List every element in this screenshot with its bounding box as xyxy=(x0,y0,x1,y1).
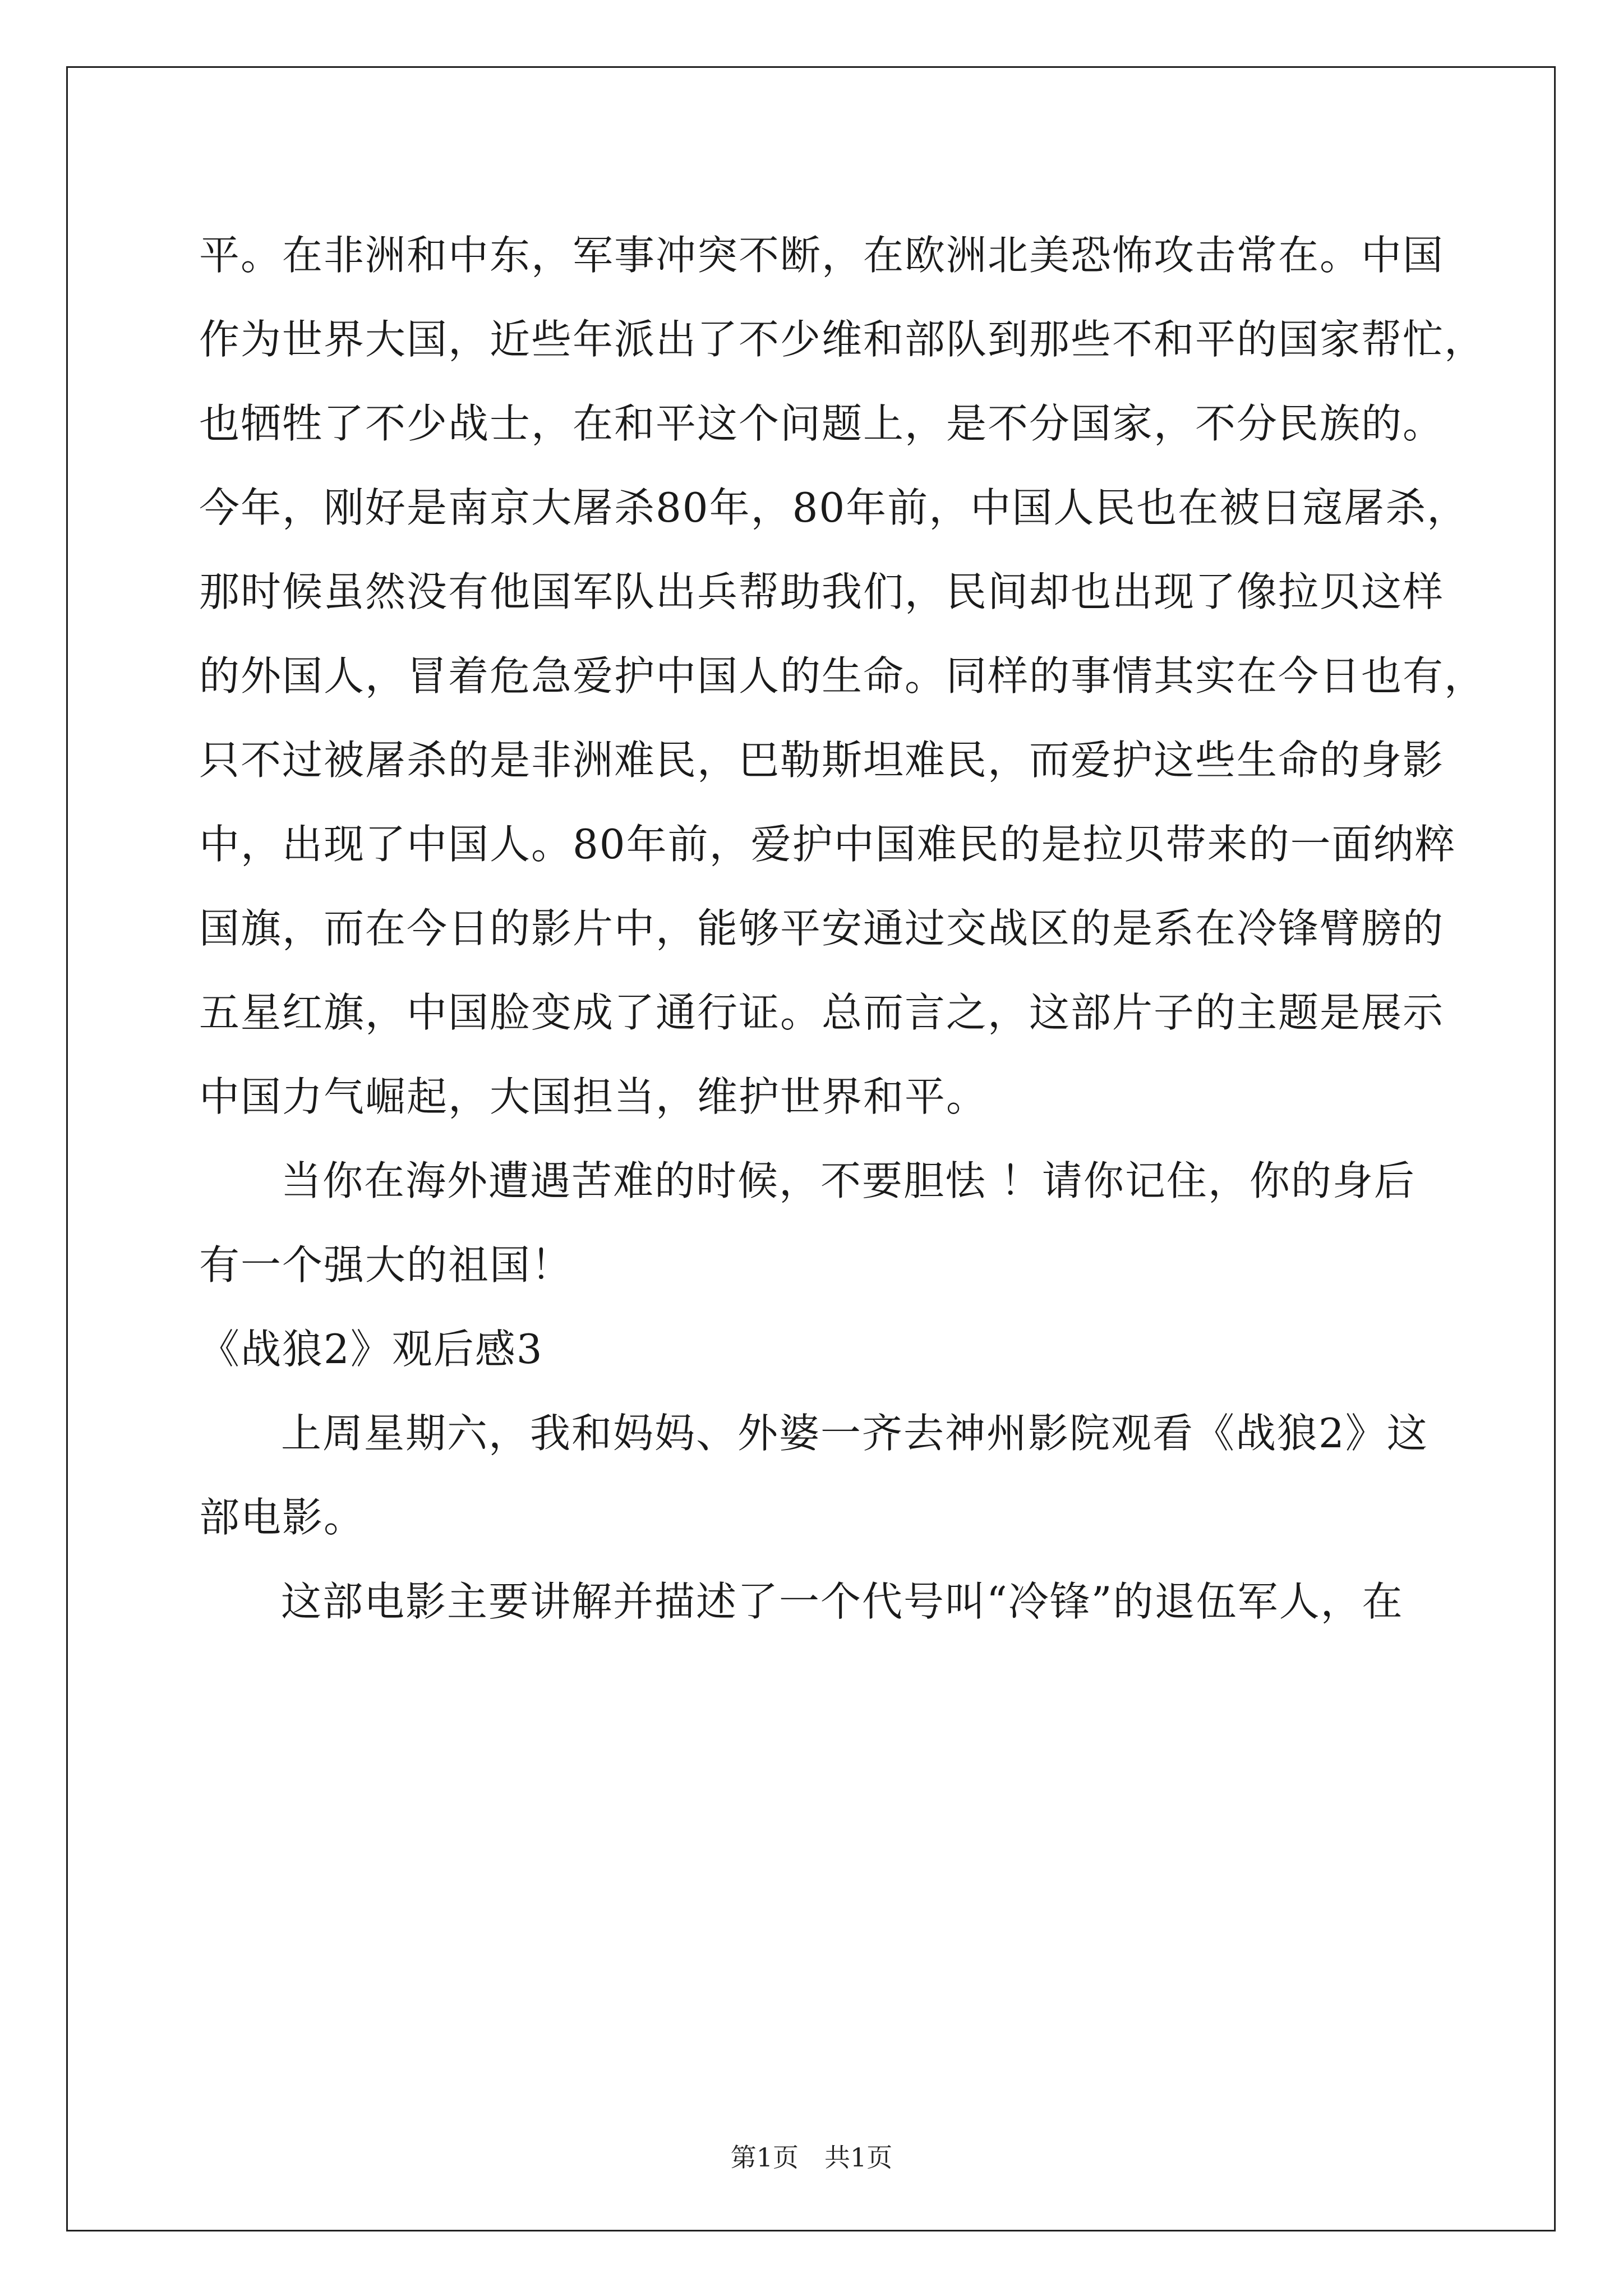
section-heading: 《战狼2》观后感3 xyxy=(199,1326,543,1373)
text-line: 有一个强大的祖国！ xyxy=(199,1241,573,1289)
text-line: 作为世界大国，近些年派出了不少维和部队到那些不和平的国家帮忙， xyxy=(199,316,1486,363)
text-line: 的外国人，冒着危急爱护中国人的生命。同样的事情其实在今日也有， xyxy=(199,652,1486,700)
text-line: 只不过被屠杀的是非洲难民，巴勒斯坦难民，而爱护这些生命的身影 xyxy=(199,737,1445,784)
text-line: 国旗，而在今日的影片中，能够平安通过交战区的是系在冷锋臂膀的 xyxy=(199,905,1445,952)
page-footer: 第1页 共1页 xyxy=(730,2142,893,2173)
text-line: 中，出现了中国人。80年前，爱护中国难民的是拉贝带来的一面纳粹 xyxy=(199,821,1456,868)
text-line: 平。在非洲和中东，军事冲突不断，在欧洲北美恐怖攻击常在。中国 xyxy=(199,232,1445,279)
text-line: 中国力气崛起，大国担当，维护世界和平。 xyxy=(199,1073,988,1120)
text-line: 上周星期六，我和妈妈、外婆一齐去神州影院观看《战狼2》这 xyxy=(281,1410,1428,1457)
text-line: 也牺牲了不少战士，在和平这个问题上，是不分国家，不分民族的。 xyxy=(199,400,1445,447)
text-line: 部电影。 xyxy=(199,1494,366,1541)
text-line: 那时候虽然没有他国军队出兵帮助我们，民间却也出现了像拉贝这样 xyxy=(199,568,1445,615)
text-line: 今年，刚好是南京大屠杀80年，80年前，中国人民也在被日寇屠杀， xyxy=(199,484,1469,531)
document-body xyxy=(199,213,1486,1644)
text-line: 这部电影主要讲解并描述了一个代号叫“冷锋”的退伍军人，在 xyxy=(281,1578,1404,1625)
text-line: 五星红旗，中国脸变成了通行证。总而言之，这部片子的主题是展示 xyxy=(199,989,1445,1036)
text-line: 当你在海外遭遇苦难的时候，不要胆怯 ！请你记住，你的身后 xyxy=(281,1157,1415,1204)
